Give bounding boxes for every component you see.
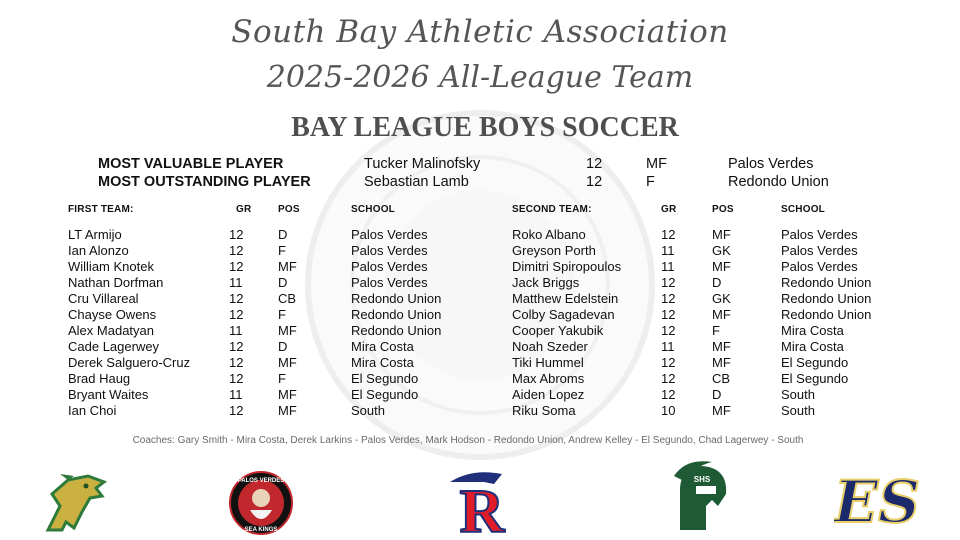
player-grade: 12 [661, 307, 676, 322]
player-school: South [781, 403, 815, 418]
second-team-gr-header: GR [661, 204, 677, 215]
first-team-school-header: SCHOOL [351, 204, 395, 215]
player-name: Matthew Edelstein [512, 291, 619, 306]
player-name: Nathan Dorfman [68, 275, 164, 290]
player-position: MF [278, 387, 297, 402]
award-position: MF [646, 156, 667, 172]
logo-letter: R [459, 478, 505, 534]
player-position: GK [712, 291, 731, 306]
player-school: Redondo Union [351, 307, 442, 322]
player-school: Palos Verdes [351, 275, 428, 290]
player-school: Palos Verdes [781, 259, 858, 274]
player-position: CB [712, 371, 731, 386]
award-school: Redondo Union [728, 174, 829, 190]
player-grade: 12 [229, 307, 244, 322]
player-school: El Segundo [351, 387, 419, 402]
player-name: Riku Soma [512, 403, 576, 418]
player-name: Noah Szeder [512, 339, 588, 354]
player-position: MF [712, 307, 731, 322]
player-name: Alex Madatyan [68, 323, 154, 338]
player-grade: 12 [229, 339, 244, 354]
player-grade: 11 [661, 339, 675, 354]
season-team-title: 2025-2026 All-League Team [266, 60, 694, 95]
award-grade: 12 [586, 156, 603, 172]
player-name: LT Armijo [68, 227, 122, 242]
player-position: D [278, 227, 288, 242]
player-school: South [351, 403, 385, 418]
player-name: Max Abroms [512, 371, 585, 386]
player-name: Chayse Owens [68, 307, 157, 322]
award-grade: 12 [586, 174, 603, 190]
player-grade: 12 [661, 387, 676, 402]
player-position: MF [278, 355, 297, 370]
player-grade: 12 [661, 275, 676, 290]
player-grade: 10 [661, 403, 676, 418]
logo-text-bottom: SEA KINGS [244, 527, 278, 533]
award-title: MOST OUTSTANDING PLAYER [98, 174, 311, 190]
player-name: Derek Salguero-Cruz [68, 355, 191, 370]
player-grade: 12 [229, 371, 244, 386]
player-school: Mira Costa [351, 339, 414, 354]
player-name: Colby Sagadevan [512, 307, 615, 322]
player-school: Mira Costa [351, 355, 414, 370]
player-grade: 11 [661, 243, 675, 258]
player-school: Palos Verdes [351, 227, 428, 242]
player-position: GK [712, 243, 731, 258]
player-name: Roko Albano [512, 227, 586, 242]
award-position: F [646, 174, 655, 190]
player-school: Redondo Union [351, 291, 442, 306]
player-position: D [278, 339, 288, 354]
player-position: D [712, 387, 722, 402]
award-school: Palos Verdes [728, 156, 814, 172]
player-grade: 12 [229, 403, 244, 418]
player-school: El Segundo [351, 371, 419, 386]
player-name: Tiki Hummel [512, 355, 584, 370]
player-name: Dimitri Spiropoulos [512, 259, 622, 274]
player-position: F [278, 243, 286, 258]
award-player-name: Sebastian Lamb [364, 174, 469, 190]
player-name: Ian Alonzo [68, 243, 129, 258]
player-school: South [781, 387, 815, 402]
association-title: South Bay Athletic Association [231, 14, 729, 50]
player-position: F [278, 371, 286, 386]
player-position: MF [712, 355, 731, 370]
player-school: Redondo Union [781, 275, 872, 290]
player-school: Palos Verdes [351, 259, 428, 274]
player-position: MF [712, 227, 731, 242]
logo-letters: SHS [693, 475, 711, 484]
second-team-school-header: SCHOOL [781, 204, 825, 215]
spartan-helmet-icon [666, 460, 732, 532]
palos-verdes-sea-kings-icon [226, 470, 296, 536]
player-position: D [712, 275, 722, 290]
player-grade: 12 [661, 323, 676, 338]
player-grade: 11 [229, 323, 243, 338]
player-grade: 12 [229, 243, 244, 258]
player-school: Mira Costa [781, 339, 844, 354]
player-grade: 12 [229, 291, 244, 306]
player-position: MF [278, 259, 297, 274]
player-name: Ian Choi [68, 403, 117, 418]
player-school: El Segundo [781, 371, 849, 386]
player-grade: 11 [229, 387, 243, 402]
player-position: D [278, 275, 288, 290]
player-grade: 12 [229, 227, 244, 242]
league-title: BAY LEAGUE BOYS SOCCER [291, 112, 679, 143]
player-position: MF [712, 259, 731, 274]
second-team-header: SECOND TEAM: [512, 204, 592, 215]
player-school: El Segundo [781, 355, 849, 370]
coaches-line: Coaches: Gary Smith - Mira Costa, Derek Larkins - Palos Verdes, Mark Hodson - Redondo Union, Andrew Kelley - El Segundo, Chad Lagerwey - South [132, 435, 804, 446]
player-name: William Knotek [68, 259, 154, 274]
player-grade: 11 [661, 259, 675, 274]
logo-letters: ES [834, 468, 920, 532]
award-title: MOST VALUABLE PLAYER [98, 156, 284, 172]
player-school: Redondo Union [781, 307, 872, 322]
player-school: Palos Verdes [351, 243, 428, 258]
player-position: MF [278, 323, 297, 338]
player-school: Mira Costa [781, 323, 844, 338]
player-grade: 12 [661, 227, 676, 242]
player-position: CB [278, 291, 297, 306]
second-team-pos-header: POS [712, 204, 734, 215]
player-grade: 12 [661, 355, 676, 370]
player-name: Bryant Waites [68, 387, 149, 402]
player-position: MF [278, 403, 297, 418]
logo-text-top: PALOS VERDES [237, 478, 285, 484]
player-position: MF [712, 403, 731, 418]
el-segundo-es-icon [834, 466, 920, 532]
player-name: Cade Lagerwey [68, 339, 160, 354]
player-name: Jack Briggs [512, 275, 580, 290]
mustang-horse-icon [38, 472, 110, 534]
player-grade: 12 [229, 259, 244, 274]
first-team-gr-header: GR [236, 204, 252, 215]
player-position: MF [712, 339, 731, 354]
player-name: Cooper Yakubik [512, 323, 604, 338]
player-grade: 12 [661, 371, 676, 386]
player-name: Aiden Lopez [512, 387, 585, 402]
player-school: Redondo Union [351, 323, 442, 338]
player-school: Palos Verdes [781, 227, 858, 242]
player-name: Brad Haug [68, 371, 131, 386]
player-grade: 11 [229, 275, 243, 290]
first-team-header: FIRST TEAM: [68, 204, 134, 215]
player-position: F [278, 307, 286, 322]
player-school: Redondo Union [781, 291, 872, 306]
player-grade: 12 [229, 355, 244, 370]
player-position: F [712, 323, 720, 338]
award-player-name: Tucker Malinofsky [364, 156, 481, 172]
first-team-pos-header: POS [278, 204, 300, 215]
redondo-r-icon [444, 468, 518, 534]
player-grade: 12 [661, 291, 676, 306]
player-school: Palos Verdes [781, 243, 858, 258]
player-name: Cru Villareal [68, 291, 139, 306]
player-name: Greyson Porth [512, 243, 596, 258]
